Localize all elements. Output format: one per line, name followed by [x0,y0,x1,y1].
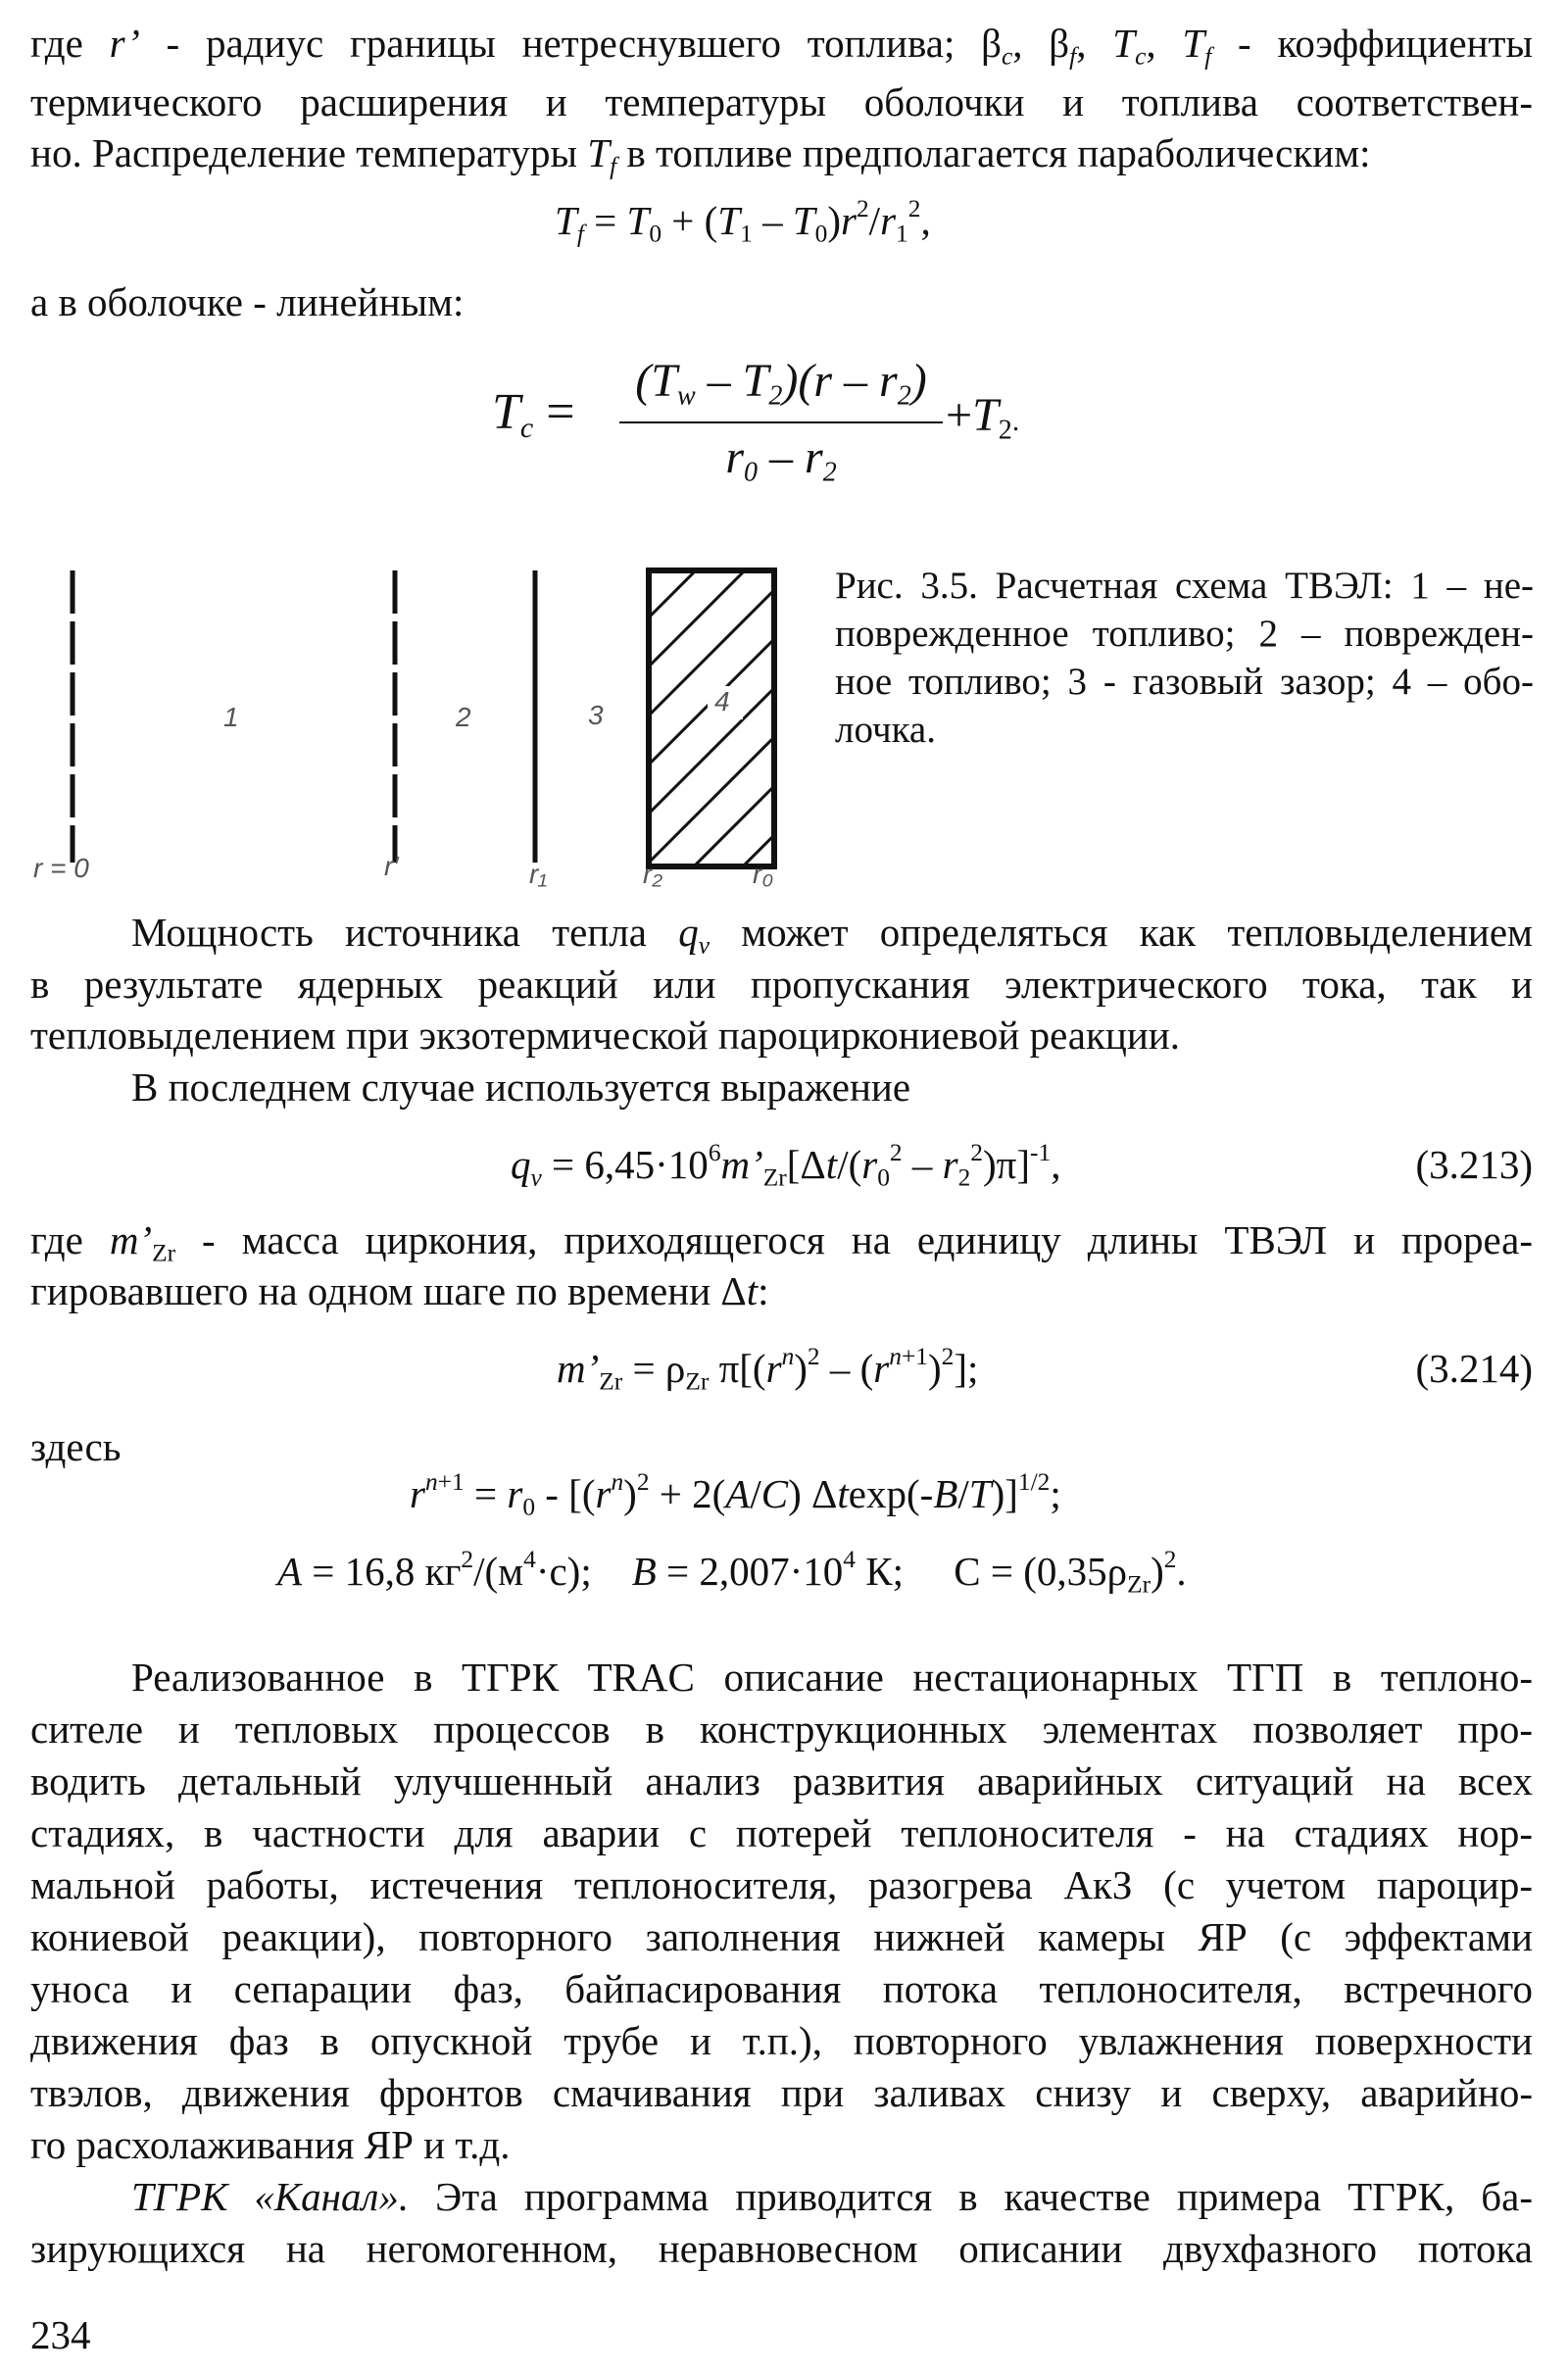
paragraph6-line2: зирующихся на негомогенном, неравновесном описании двухфазного потока [30,2226,1533,2271]
axis-label-r0: r = 0 [33,853,89,883]
paragraph5-line1: Реализованное в ТГРК TRAC описание нестационарных ТГП в теплоно- [131,1655,1533,1700]
text-linear: а в оболочке - линейным: [30,279,465,324]
paragraph2-line3: тепловыделением при экзотермической пароциркониевой реакции. [30,1013,1180,1058]
paragraph1-line3: но. Распределение температуры $T_f$ в топливе предполагается параболическим: [30,130,1371,180]
page-number: 234 [30,2312,91,2357]
paragraph4-line1: где $m’_{Zr}$ - масса циркония, приходящегося на единицу длины ТВЭЛ и прореа- [30,1217,1534,1267]
axis-label-r2: r₂ [643,859,663,889]
cladding-hatch [649,549,774,902]
equation-6: A = 16,8 $кг^2/(м^4\cdot с)$; $B = 2,007\cdot 10^4$ К; $С = (0,35\rho_{Zr})^2$. [277,1546,1187,1599]
paragraph2-line2: в результате ядерных реакций или пропускания электрического тока, так и [30,962,1533,1007]
axis-label-r0-outer: r₀ [753,859,774,889]
equation-3-213: $q_v$ = $6,45\cdot 10^6m’_{Zr}[\Delta t/(r_0^2 - r_2^2)\pi]^{-1}$, [511,1139,1061,1192]
fuel-rod-diagram [0,549,843,902]
figure-caption-line1: Рис. 3.5. Расчетная схема ТВЭЛ: 1 – не- [835,565,1534,607]
region-label-4: 4 [714,686,730,717]
paragraph5-line5: мальной работы, истечения теплоносителя, разогрева АкЗ (с учетом пароцир- [30,1862,1533,1907]
paragraph5-line3: водить детальный улучшенный анализ развития аварийных ситуаций на всех [30,1758,1533,1804]
paragraph3: В последнем случае используется выражение [131,1064,911,1110]
paragraph6-line1: ТГРК «Канал». Эта программа приводится в качестве примера ТГРК, ба- [131,2174,1534,2219]
paragraph5-line9: твэлов, движения фронтов смачивания при заливах снизу и сверху, аварийно- [30,2070,1533,2115]
text-here: здесь [30,1424,122,1469]
figure-caption-line3: ное топливо; 3 - газовый зазор; 4 – обо- [835,661,1534,703]
region-label-3: 3 [588,700,604,730]
paragraph5-line10: го расхолаживания ЯР и т.д. [30,2122,511,2167]
equation-number-3-213: (3.213) [1415,1142,1533,1187]
axis-label-r1: r₁ [529,859,548,889]
region-label-1: 1 [223,702,239,732]
fraction-bar [619,421,943,423]
paragraph5-line4: стадиях, в частности для аварии с потерей теплоносителя - на стадиях нор- [30,1810,1533,1855]
figure-caption-line4: лочка. [835,709,936,751]
region-label-2: 2 [456,702,471,732]
axis-label-r-prime: r′ [384,851,399,881]
equation-3-214: $m’_{Zr} = \rho_{Zr}$ $\pi[(r^n)^2 - (r^{n+1})^2]$; [557,1343,979,1396]
figure-caption-line2: поврежденное топливо; 2 – поврежден- [835,613,1534,655]
paragraph5-line7: уноса и сепарации фаз, байпасирования потока теплоносителя, встречного [30,1966,1533,2011]
equation-number-3-214: (3.214) [1415,1346,1533,1391]
paragraph5-line6: кониевой реакции), повторного заполнения нижней камеры ЯР (с эффектами [30,1914,1533,1959]
paragraph5-line8: движения фаз в опускной трубе и т.п.), повторного увлажнения поверхности [30,2018,1533,2063]
section-title: ТГРК «Канал». [131,2174,410,2219]
equation-1: $T_f = T_0 + (T_1 - T_0)r^2/r_1^2$, [555,195,931,248]
equation-5: $r^{n+1} = r_0 - [(r^n)^2 + 2(A/C)$ Δtexp(-B/T)]$^{1/2}$; [410,1468,1061,1521]
paragraph2-line1: Мощность источника тепла $q_v$ может определяться как тепловыделением [131,910,1533,960]
paragraph4-line2: гировавшего на одном шаге по времени Δt: [30,1268,769,1313]
paragraph5-line2: сителе и тепловых процессов в конструкционных элементах позволяет про- [30,1706,1533,1752]
paragraph1-line1: где r’ - радиус границы нетреснувшего топлива; $\beta_c$, $\beta_f$, $T_c$, $T_f$ - коэффициенты [30,21,1533,71]
paragraph1-line2: термического расширения и температуры оболочки и топлива соответствен- [30,79,1533,124]
